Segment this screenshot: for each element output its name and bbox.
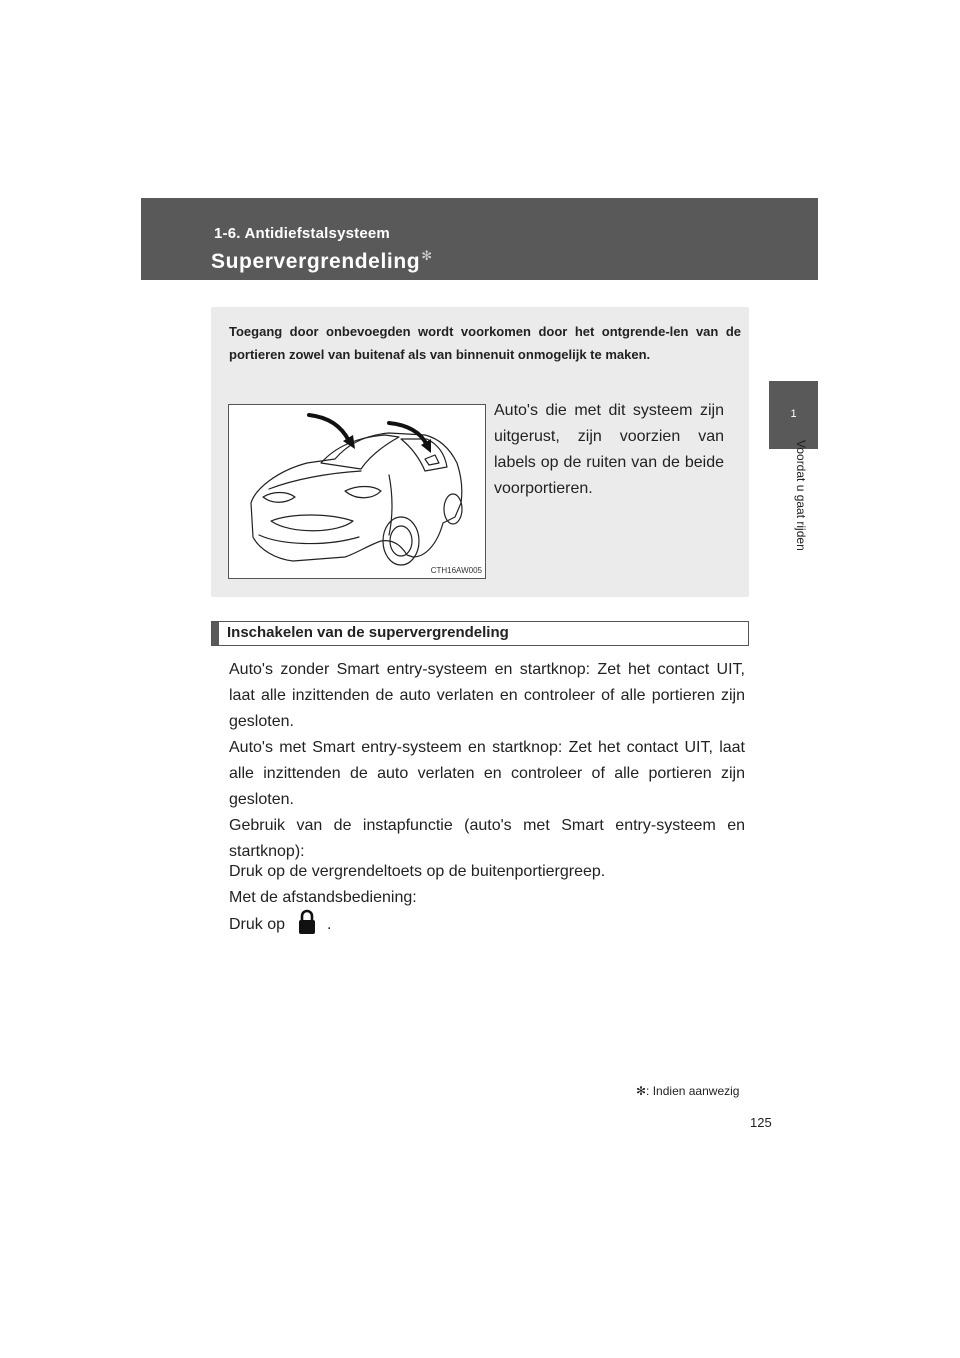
car-illustration (228, 404, 486, 579)
subsection-heading (211, 621, 749, 646)
page-title (211, 248, 433, 274)
intro-side-text: Auto's die met dit systeem zijn uitgerust, zijn voorzien van labels op de ruiten van de beide voorportieren. (494, 402, 724, 497)
lock-icon (297, 908, 317, 945)
press-suffix: . (327, 916, 332, 933)
paragraph-no-smart-entry: Auto's zonder Smart entry-systeem en startknop: Zet het contact UIT, laat alle inzittenden de auto verlaten en controleer of alle portieren zijn gesloten. (229, 661, 745, 730)
title-footnote-mark: ✻ (421, 248, 433, 263)
paragraph-smart-entry: Auto's met Smart entry-systeem en startknop: Zet het contact UIT, laat alle inzittenden de auto verlaten en controleer of alle portieren zijn gesloten. (229, 739, 745, 808)
intro-box (211, 307, 749, 597)
press-prefix: Druk op (229, 916, 286, 933)
footnote: ✻: Indien aanwezig (636, 1084, 740, 1098)
instruction-press-lock (229, 908, 331, 945)
section-label: 1-6. Antidiefstalsysteem (214, 225, 390, 242)
chapter-title-vertical: Voordat u gaat rijden (794, 440, 808, 551)
page-title-text: Supervergrendeling (211, 250, 421, 273)
page-number: 125 (750, 1115, 772, 1130)
figure-code: CTH16AW005 (430, 566, 482, 575)
intro-lead-text: Toegang door onbevoegden wordt voorkomen door het ontgrende-len van de portieren zowel van buitenaf als van binnenuit onmogelijk te maken. (229, 324, 741, 362)
header-band (141, 198, 818, 280)
chapter-number: 1 (790, 408, 797, 420)
instruction-door-handle: Druk op de vergrendeltoets op de buitenportiergreep. (229, 863, 606, 880)
chapter-tab (769, 381, 818, 449)
subsection-title: Inschakelen van de supervergrendeling (227, 624, 509, 641)
car-drawing (229, 405, 485, 578)
instruction-remote-label: Met de afstandsbediening: (229, 889, 417, 906)
paragraph-entry-function: Gebruik van de instapfunctie (auto's met Smart entry-systeem en startknop): (229, 817, 745, 860)
